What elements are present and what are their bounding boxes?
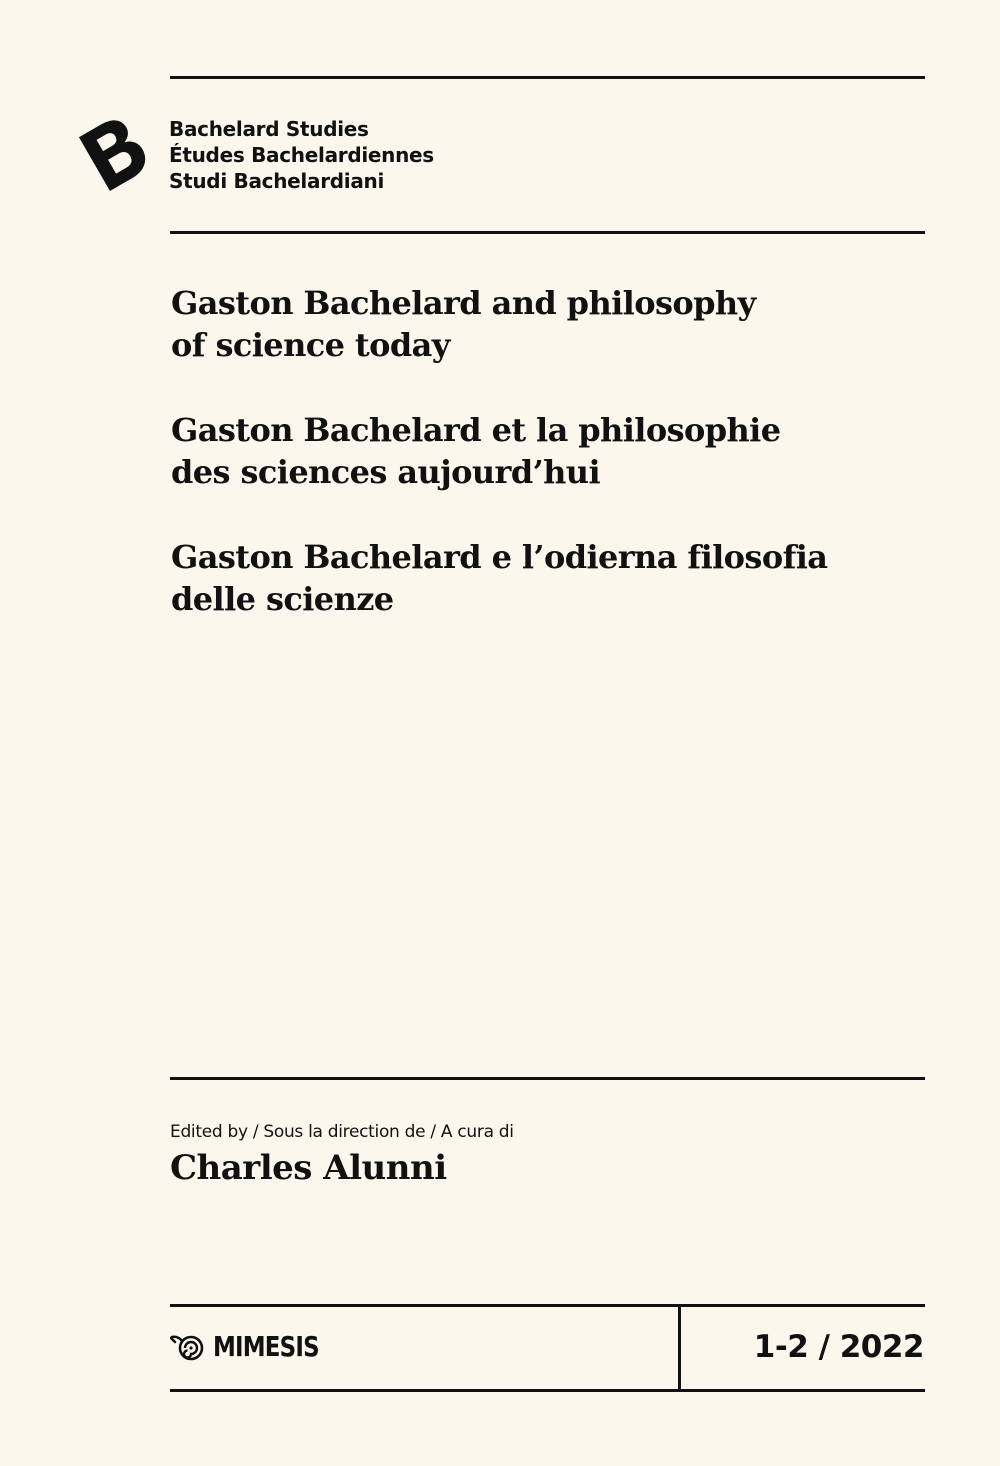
series-title-en: Bachelard Studies (169, 117, 369, 141)
footer-divider (678, 1305, 681, 1392)
title-line: delle scienze (171, 580, 394, 618)
title-line: of science today (171, 326, 450, 364)
footer-bottom-rule (170, 1389, 925, 1392)
mimesis-snail-icon (170, 1333, 204, 1361)
top-rule (170, 76, 925, 79)
editor-name: Charles Alunni (170, 1148, 447, 1188)
title-line: Gaston Bachelard and philosophy (171, 284, 756, 322)
publisher-name: MIMESIS (213, 1330, 319, 1363)
title-italian (171, 536, 921, 620)
header-rule (170, 231, 925, 234)
series-title-fr: Études Bachelardiennes (169, 143, 434, 167)
footer-top-rule (170, 1304, 925, 1307)
title-line: Gaston Bachelard et la philosophie (171, 411, 781, 449)
series-title-block (169, 116, 434, 194)
title-line: des sciences aujourd’hui (171, 453, 601, 491)
edited-by-label: Edited by / Sous la direction de / A cura di (170, 1122, 514, 1142)
issue-number: 1-2 / 2022 (753, 1329, 924, 1365)
editor-rule (170, 1077, 925, 1080)
title-english (171, 282, 921, 366)
title-line: Gaston Bachelard e l’odierna filosofia (171, 538, 828, 576)
title-french (171, 409, 921, 493)
series-title-it: Studi Bachelardiani (169, 169, 385, 193)
bachelard-b-logo-icon (74, 116, 154, 192)
book-titles (171, 282, 921, 663)
